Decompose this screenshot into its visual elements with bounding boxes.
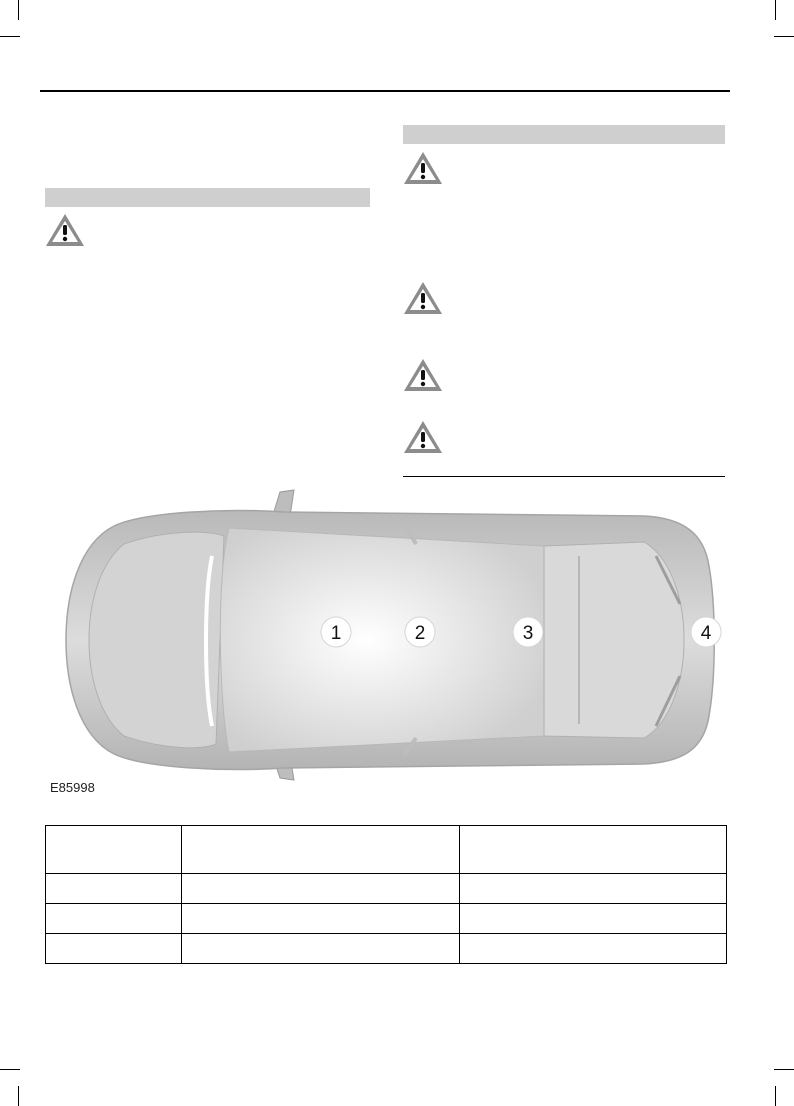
crop-mark — [774, 36, 794, 37]
table-cell — [460, 874, 727, 904]
warning-triangle-icon — [402, 419, 444, 455]
section-heading-bar — [403, 125, 725, 144]
header-rule — [40, 90, 730, 92]
warning-triangle-icon — [402, 280, 444, 316]
callout-number: 2 — [414, 623, 426, 644]
table-row — [46, 934, 727, 964]
table-row — [46, 904, 727, 934]
table-cell — [460, 934, 727, 964]
section-heading-bar — [45, 188, 370, 207]
table-cell — [460, 826, 727, 874]
figure-code: E85998 — [50, 780, 95, 795]
table-cell — [46, 874, 182, 904]
crop-mark — [774, 1069, 794, 1070]
warning-triangle-icon — [402, 150, 444, 186]
section-end-rule — [403, 476, 725, 477]
table-cell — [46, 826, 182, 874]
warning-triangle-icon — [402, 357, 444, 393]
callout-number: 1 — [330, 623, 342, 644]
table-cell — [46, 934, 182, 964]
warning-triangle-icon — [44, 212, 86, 248]
spec-table — [45, 825, 727, 964]
crop-mark — [775, 0, 776, 20]
table-row — [46, 874, 727, 904]
table-cell — [182, 934, 460, 964]
crop-mark — [18, 1086, 19, 1106]
crop-mark — [775, 1086, 776, 1106]
table-header-row — [46, 826, 727, 874]
crop-mark — [0, 1069, 20, 1070]
callout-number: 4 — [700, 623, 712, 644]
crop-mark — [0, 36, 20, 37]
table-cell — [182, 874, 460, 904]
table-cell — [46, 904, 182, 934]
crop-mark — [18, 0, 19, 20]
table-cell — [182, 904, 460, 934]
table-cell — [460, 904, 727, 934]
callout-number: 3 — [522, 623, 534, 644]
vehicle-top-view-diagram — [44, 486, 744, 796]
table-cell — [182, 826, 460, 874]
